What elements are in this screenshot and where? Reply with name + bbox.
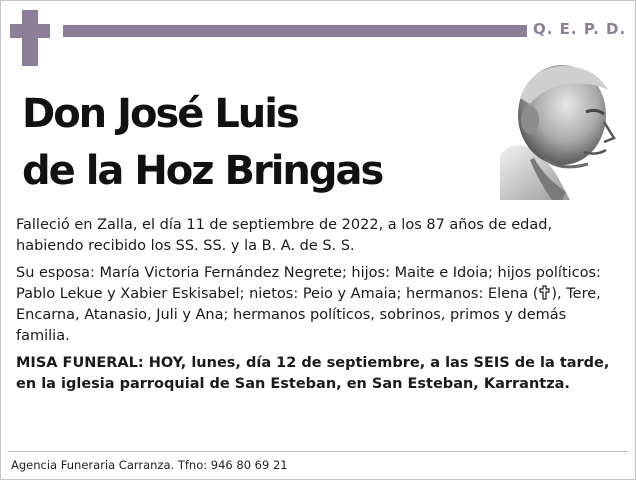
family-text-part-2: ), Tere, Encarna, Atanasio, Juli y Ana; hermanos políticos, sobrinos, primos y demás familia.	[16, 286, 601, 344]
name-line-1: Don José Luis	[22, 91, 298, 137]
deceased-name	[22, 86, 492, 200]
funeral-agency-footer: Agencia Funeraria Carranza. Tfno: 946 80 69 21	[11, 458, 288, 472]
family-paragraph	[16, 263, 616, 347]
death-notice-paragraph: Falleció en Zalla, el día 11 de septiembre de 2022, a los 87 años de edad, habiendo recibido los SS. SS. y la B. A. de S. S.	[16, 217, 553, 254]
family-text-part-1: Su esposa: María Victoria Fernández Negrete; hijos: Maite e Idoia; hijos políticos: Pablo Lekue y Xabier Eskisabel; nietos: Peio y Amaia; hermanos: Elena (	[16, 265, 601, 302]
notice-body	[16, 215, 616, 401]
qepd-label: Q. E. P. D.	[533, 20, 627, 38]
header-bar	[63, 25, 527, 37]
cross-vertical-bar	[22, 10, 38, 66]
cross-horizontal-bar	[10, 24, 50, 38]
deceased-photo	[500, 60, 620, 200]
funeral-mass-paragraph: MISA FUNERAL: HOY, lunes, día 12 de septiembre, a las SEIS de la tarde, en la iglesia parroquial de San Esteban, en San Esteban, Karrantza.	[16, 355, 610, 392]
name-line-2: de la Hoz Bringas	[22, 148, 383, 194]
deceased-cross-icon	[538, 285, 551, 300]
footer-divider	[8, 451, 628, 452]
